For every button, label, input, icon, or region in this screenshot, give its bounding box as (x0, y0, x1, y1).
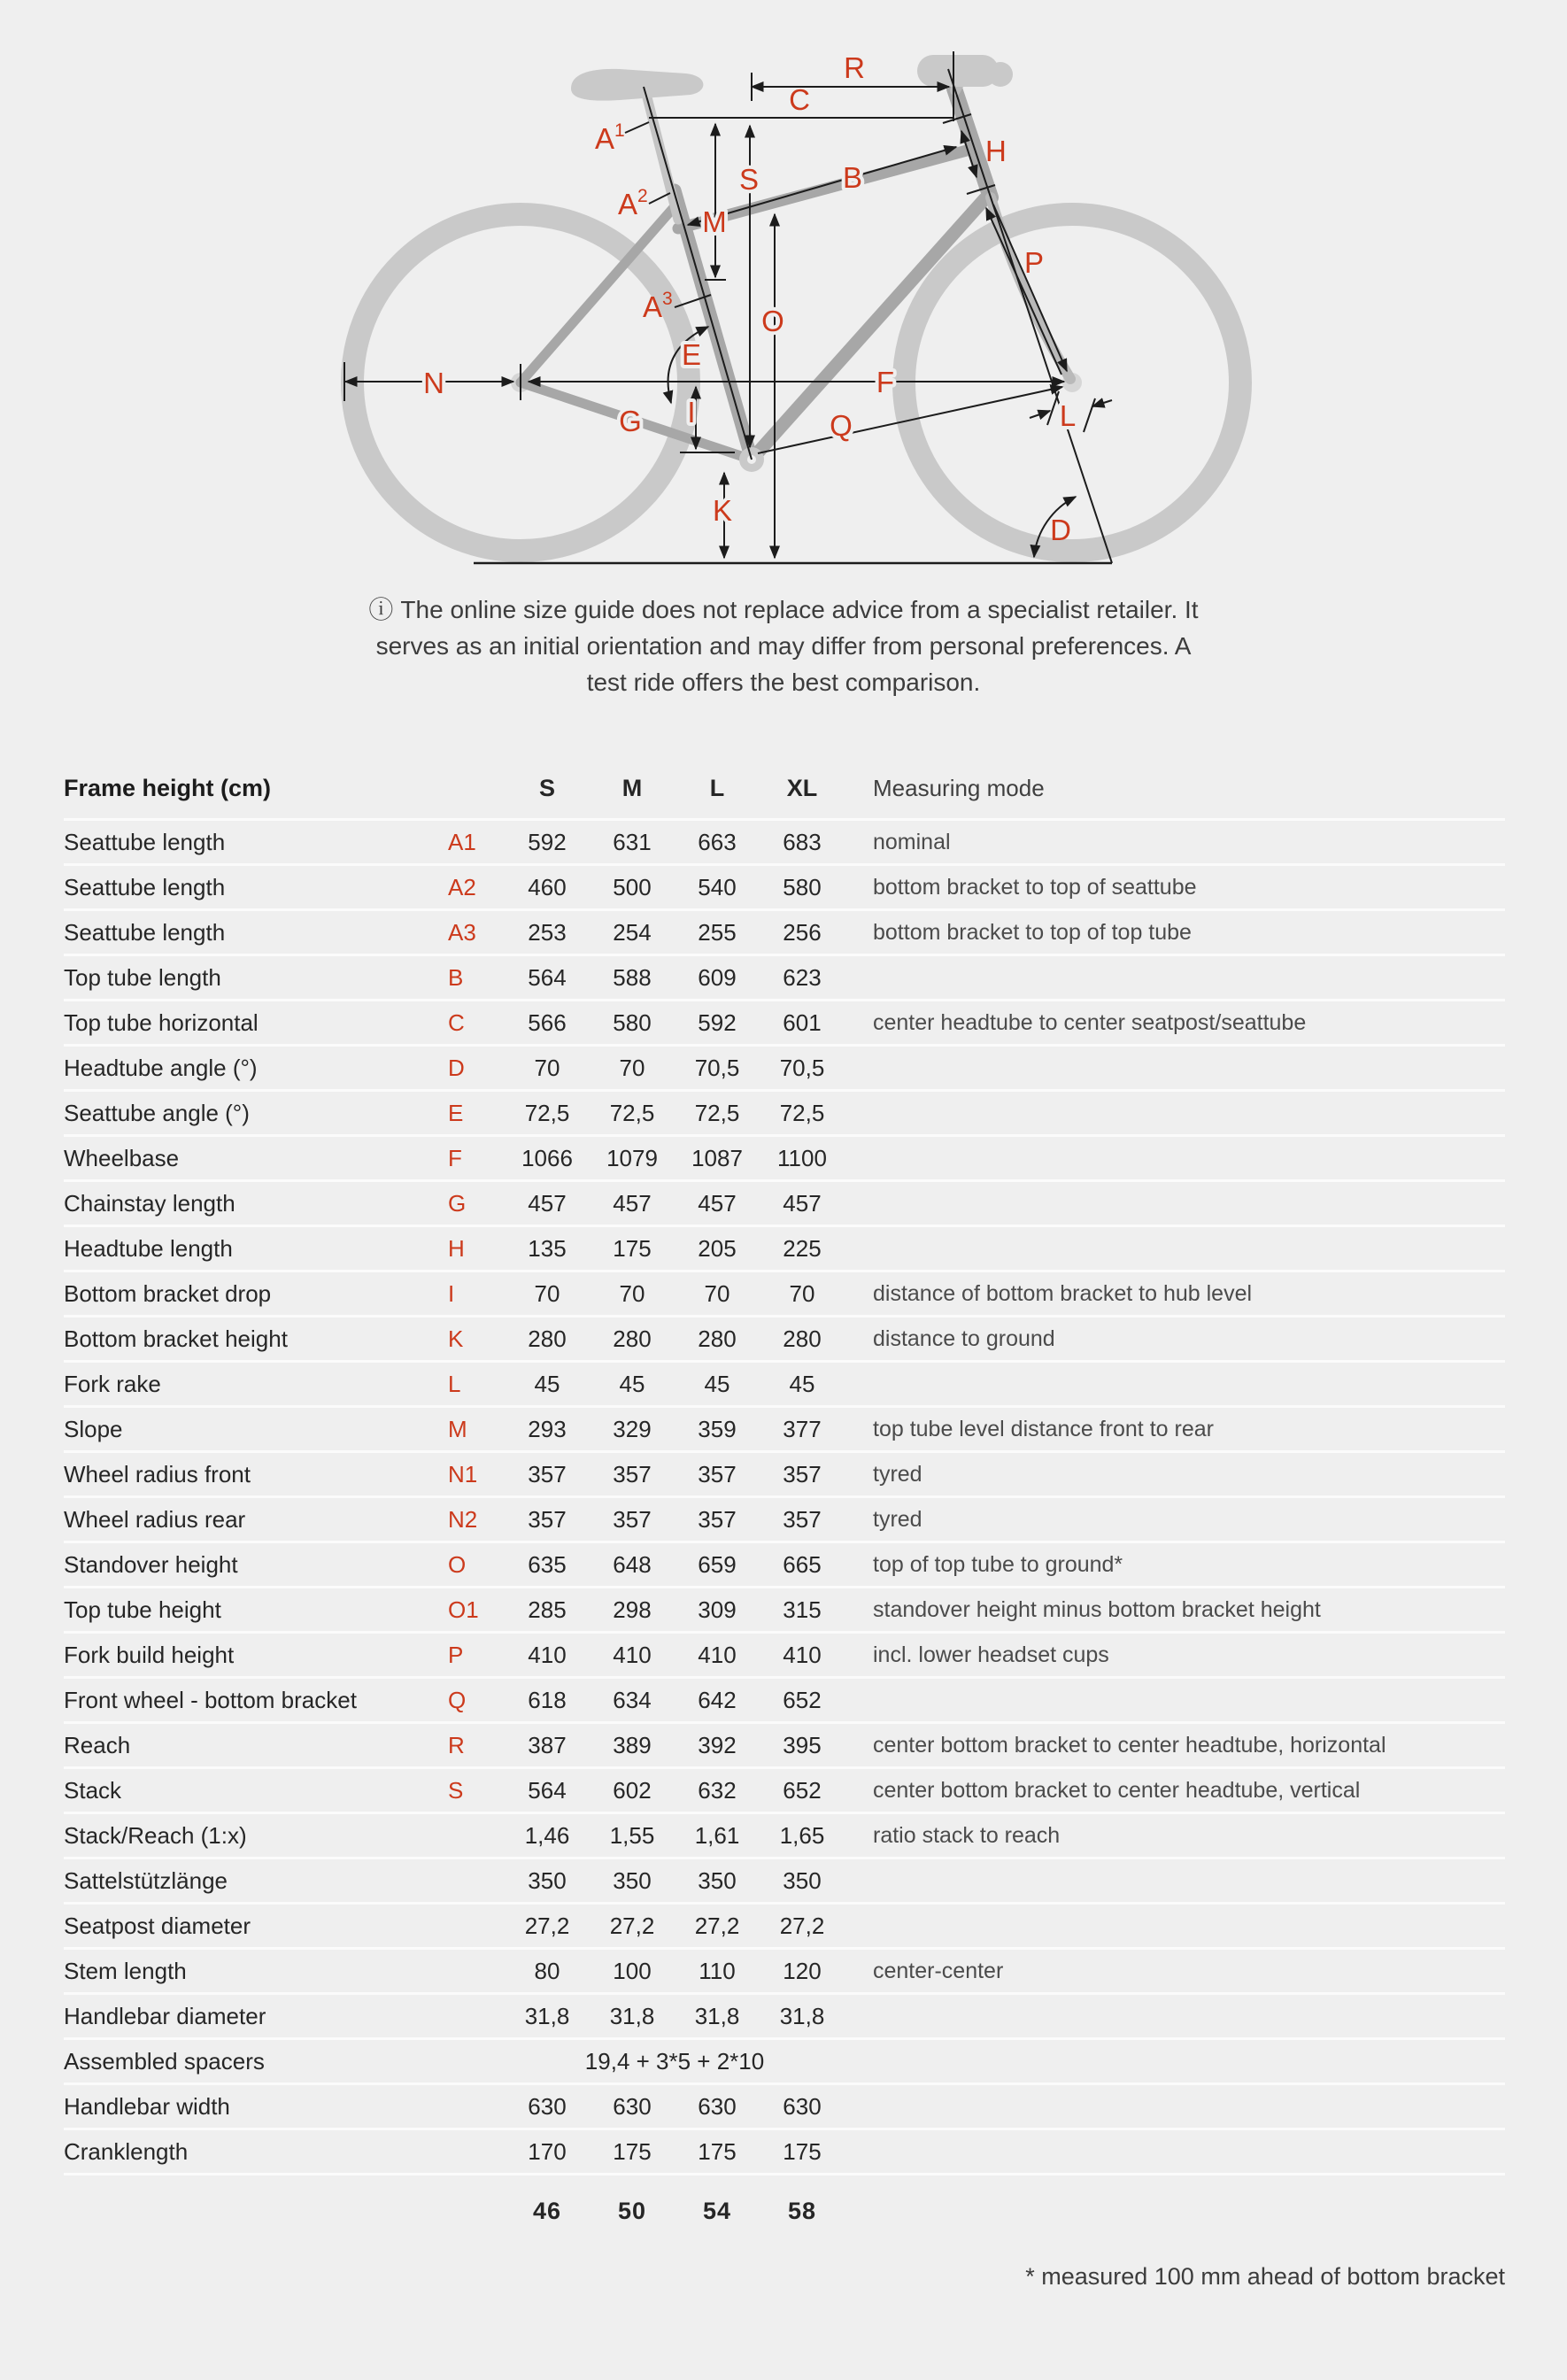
row-value: 618 (528, 1686, 567, 1713)
row-label: Chainstay length (64, 1189, 235, 1217)
row-value: 377 (783, 1415, 822, 1442)
row-label: Fork rake (64, 1370, 161, 1397)
row-value: 460 (528, 873, 567, 900)
row-mode: ratio stack to reach (873, 1822, 1061, 1848)
frame-size-m: 50 (617, 2197, 647, 2224)
note-line (0, 591, 1567, 628)
table-title: Frame height (cm) (64, 774, 272, 801)
row-mode: top tube level distance front to rear (873, 1416, 1214, 1441)
row-value: 592 (698, 1008, 737, 1036)
row-value: 70 (619, 1054, 645, 1081)
frame-size-row (64, 2175, 1505, 2239)
column-header-xl: XL (786, 774, 818, 801)
diagram-label-p: P (1023, 246, 1045, 279)
row-label: Slope (64, 1415, 123, 1442)
row-label: Wheelbase (64, 1144, 180, 1171)
row-value: 601 (783, 1008, 822, 1036)
row-value: 254 (613, 918, 652, 946)
table-row (64, 1227, 1505, 1272)
row-value: 630 (613, 2092, 652, 2120)
row-value: 72,5 (694, 1099, 740, 1126)
diagram-label-n: N (423, 367, 444, 399)
row-value: 175 (613, 1234, 652, 1262)
row-code: D (448, 1054, 465, 1081)
row-value: 70 (534, 1279, 560, 1307)
column-header-s: S (538, 774, 555, 801)
diagram-label-o: O (761, 305, 784, 337)
row-value: 634 (613, 1686, 652, 1713)
measurement-lines (344, 51, 1112, 563)
row-value: 630 (528, 2092, 567, 2120)
row-code: N1 (448, 1460, 478, 1488)
row-value: 70 (534, 1054, 560, 1081)
row-value: 350 (528, 1866, 567, 1894)
row-code: F (448, 1144, 462, 1171)
table-row (64, 1318, 1505, 1363)
row-value: 31,8 (609, 2002, 655, 2029)
diagram-label-b: B (842, 161, 863, 194)
row-code: M (448, 1415, 467, 1442)
row-value: 592 (528, 828, 567, 855)
table-row (64, 1498, 1505, 1543)
row-value: 285 (528, 1596, 567, 1623)
row-value: 120 (783, 1957, 822, 1984)
frame-size-xl: 58 (787, 2197, 817, 2224)
table-row (64, 1272, 1505, 1318)
diagram-label-q: Q (830, 409, 853, 442)
table-row (64, 1950, 1505, 1995)
row-label: Headtube length (64, 1234, 233, 1262)
row-label: Cranklength (64, 2137, 189, 2165)
row-label: Handlebar diameter (64, 2002, 266, 2029)
row-value: 280 (698, 1325, 737, 1352)
row-label: Assembled spacers (64, 2047, 265, 2075)
row-value: 631 (613, 828, 652, 855)
row-value: 253 (528, 918, 567, 946)
row-value: 70,5 (694, 1054, 740, 1081)
diagram-label-d: D (1050, 514, 1071, 546)
row-label: Seattube length (64, 828, 226, 855)
row-mode: nominal (873, 829, 951, 854)
diagram-label-c: C (789, 83, 810, 116)
note-line: serves as an initial orientation and may differ from personal preferences. A (375, 632, 1192, 660)
row-value: 175 (698, 2137, 737, 2165)
table-row (64, 1859, 1505, 1905)
row-mode: standover height minus bottom bracket height (873, 1596, 1321, 1622)
row-value: 309 (698, 1596, 737, 1623)
row-code: A3 (448, 918, 476, 946)
row-label: Bottom bracket height (64, 1325, 288, 1352)
row-value: 630 (783, 2092, 822, 2120)
row-label: Standover height (64, 1550, 238, 1578)
table-row (64, 1047, 1505, 1092)
table-row (64, 1814, 1505, 1859)
row-value: 580 (613, 1008, 652, 1036)
row-value: 410 (698, 1641, 737, 1668)
geometry-table (64, 758, 1505, 2239)
row-value: 357 (783, 1460, 822, 1488)
row-value: 630 (698, 2092, 737, 2120)
row-value: 357 (613, 1505, 652, 1533)
row-value: 255 (698, 918, 737, 946)
row-label: Stack/Reach (1:x) (64, 1821, 247, 1849)
row-code: R (448, 1731, 465, 1758)
row-mode: center bottom bracket to center headtube, horizontal (873, 1732, 1386, 1758)
table-row (64, 1769, 1505, 1814)
row-value: 72,5 (779, 1099, 825, 1126)
diagram-label-i: I (687, 396, 696, 429)
row-mode: center bottom bracket to center headtube, vertical (873, 1777, 1361, 1803)
row-value: 175 (783, 2137, 822, 2165)
note-line: test ride offers the best comparison. (586, 668, 981, 696)
table-row (64, 1408, 1505, 1453)
table-row (64, 1588, 1505, 1634)
row-code: P (448, 1641, 464, 1668)
row-value: 357 (528, 1505, 567, 1533)
row-label: Seattube length (64, 873, 226, 900)
row-value: 100 (613, 1957, 652, 1984)
row-code: N2 (448, 1505, 478, 1533)
row-mode: tyred (873, 1461, 922, 1487)
row-value: 315 (783, 1596, 822, 1623)
row-value: 70 (789, 1279, 815, 1307)
row-value: 623 (783, 963, 822, 991)
footnote: * measured 100 mm ahead of bottom bracket (1025, 2263, 1505, 2290)
row-code: K (448, 1325, 464, 1352)
info-icon: ⓘ (368, 596, 394, 623)
row-value: 45 (704, 1370, 730, 1397)
row-value: 1,55 (609, 1821, 655, 1849)
row-value: 652 (783, 1776, 822, 1804)
row-code: A2 (448, 873, 476, 900)
row-value: 389 (613, 1731, 652, 1758)
table-row (64, 2040, 1505, 2085)
table-row (64, 1453, 1505, 1498)
table-row (64, 1634, 1505, 1679)
row-value: 566 (528, 1008, 567, 1036)
row-code: Q (448, 1686, 467, 1713)
row-value: 70 (704, 1279, 730, 1307)
row-mode: top of top tube to ground* (873, 1551, 1123, 1577)
row-label: Top tube length (64, 963, 221, 991)
row-value: 27,2 (524, 1912, 570, 1939)
row-value: 632 (698, 1776, 737, 1804)
row-label: Top tube height (64, 1596, 221, 1623)
row-label: Stack (64, 1776, 122, 1804)
table-row (64, 1543, 1505, 1588)
bike-geometry-diagram (0, 0, 1567, 584)
row-label: Seattube angle (°) (64, 1099, 250, 1126)
row-value: 72,5 (524, 1099, 570, 1126)
row-code: G (448, 1189, 467, 1217)
row-value: 110 (699, 1957, 736, 1984)
row-value: 45 (534, 1370, 560, 1397)
table-row (64, 956, 1505, 1001)
table-header-row (64, 758, 1505, 821)
row-value: 564 (528, 1776, 567, 1804)
table-row (64, 1182, 1505, 1227)
row-value: 72,5 (609, 1099, 655, 1126)
table-row (64, 911, 1505, 956)
row-code: O (448, 1550, 467, 1578)
diagram-label-a1: $A^1$ (595, 120, 625, 155)
column-header-l: L (709, 774, 725, 801)
row-value: 70 (619, 1279, 645, 1307)
row-mode: distance of bottom bracket to hub level (873, 1280, 1253, 1306)
row-label: Reach (64, 1731, 131, 1758)
row-code: S (448, 1776, 464, 1804)
row-label: Seatpost diameter (64, 1912, 251, 1939)
diagram-label-m: M (702, 205, 727, 238)
row-label: Seattube length (64, 918, 226, 946)
row-value: 635 (528, 1550, 567, 1578)
frame-size-s: 46 (532, 2197, 562, 2224)
row-label: Sattelstützlänge (64, 1866, 228, 1894)
row-value: 663 (698, 828, 737, 855)
row-value: 170 (528, 2137, 567, 2165)
diagram-label-r: R (844, 51, 865, 84)
row-value: 45 (619, 1370, 645, 1397)
row-value: 395 (783, 1731, 822, 1758)
row-value: 45 (789, 1370, 815, 1397)
row-value: 280 (528, 1325, 567, 1352)
row-code: I (448, 1279, 455, 1307)
table-row (64, 1724, 1505, 1769)
column-header-measuring-mode: Measuring mode (873, 774, 1045, 801)
row-value: 256 (783, 918, 822, 946)
row-code: C (448, 1008, 465, 1036)
row-value: 357 (698, 1460, 737, 1488)
table-row (64, 2085, 1505, 2130)
size-guide-note (0, 591, 1567, 700)
frame-size-l: 54 (702, 2197, 732, 2224)
row-value: 540 (698, 873, 737, 900)
row-value: 500 (613, 873, 652, 900)
row-label: Wheel radius front (64, 1460, 251, 1488)
table-row (64, 1905, 1505, 1950)
row-value: 457 (528, 1189, 567, 1217)
row-mode: bottom bracket to top of seattube (873, 874, 1197, 900)
table-row (64, 1137, 1505, 1182)
row-label: Top tube horizontal (64, 1008, 259, 1036)
diagram-label-e: E (681, 338, 702, 371)
table-row (64, 821, 1505, 866)
row-value: 1066 (521, 1144, 573, 1171)
row-value: 392 (698, 1731, 737, 1758)
row-label: Headtube angle (°) (64, 1054, 258, 1081)
row-value: 410 (783, 1641, 822, 1668)
row-value: 359 (698, 1415, 737, 1442)
row-value: 665 (783, 1550, 822, 1578)
row-value: 1,61 (694, 1821, 740, 1849)
row-value: 350 (698, 1866, 737, 1894)
row-label: Stem length (64, 1957, 187, 1984)
row-code: H (448, 1234, 465, 1262)
row-code: A1 (448, 828, 476, 855)
row-mode: center headtube to center seatpost/seattube (873, 1009, 1307, 1035)
row-value: 280 (783, 1325, 822, 1352)
row-label: Wheel radius rear (64, 1505, 246, 1533)
row-value: 31,8 (779, 2002, 825, 2029)
row-value: 293 (528, 1415, 567, 1442)
diagram-label-h: H (985, 135, 1007, 167)
row-value: 357 (783, 1505, 822, 1533)
row-value: 457 (783, 1189, 822, 1217)
column-header-m: M (621, 774, 643, 801)
diagram-label-a3: $A^3$ (643, 289, 673, 323)
row-label: Handlebar width (64, 2092, 230, 2120)
row-value: 410 (613, 1641, 652, 1668)
note-text: The online size guide does not replace advice from a specialist retailer. It (400, 596, 1199, 623)
row-value: 357 (528, 1460, 567, 1488)
row-code: E (448, 1099, 464, 1126)
row-value: 1100 (777, 1144, 827, 1171)
table-row (64, 1092, 1505, 1137)
row-value: 457 (698, 1189, 737, 1217)
diagram-label-f: F (876, 366, 895, 398)
table-row (64, 1995, 1505, 2040)
row-mode: center-center (873, 1958, 1004, 1983)
row-value: 648 (613, 1550, 652, 1578)
row-value: 410 (528, 1641, 567, 1668)
row-value: 27,2 (779, 1912, 825, 1939)
row-value: 31,8 (694, 2002, 740, 2029)
row-value: 1,46 (524, 1821, 570, 1849)
row-value: 225 (783, 1234, 822, 1262)
row-value: 1,65 (779, 1821, 825, 1849)
diagram-label-l: L (1059, 399, 1077, 432)
row-value: 27,2 (694, 1912, 740, 1939)
row-code: O1 (448, 1596, 479, 1623)
row-value: 350 (613, 1866, 652, 1894)
diagram-label-k: K (712, 494, 733, 527)
row-span-value: 19,4 + 3*5 + 2*10 (584, 2047, 765, 2075)
diagram-label-a2: $A^2$ (618, 186, 648, 220)
row-value: 642 (698, 1686, 737, 1713)
row-code: L (448, 1370, 461, 1397)
row-value: 588 (613, 963, 652, 991)
row-value: 350 (783, 1866, 822, 1894)
row-value: 135 (528, 1234, 567, 1262)
row-code: B (448, 963, 464, 991)
row-value: 564 (528, 963, 567, 991)
row-value: 27,2 (609, 1912, 655, 1939)
row-value: 329 (613, 1415, 652, 1442)
row-value: 659 (698, 1550, 737, 1578)
row-mode: tyred (873, 1506, 922, 1532)
row-value: 609 (698, 963, 737, 991)
row-mode: incl. lower headset cups (873, 1642, 1109, 1667)
row-value: 580 (783, 873, 822, 900)
table-rows (64, 821, 1505, 2175)
row-value: 652 (783, 1686, 822, 1713)
row-value: 457 (613, 1189, 652, 1217)
row-value: 683 (783, 828, 822, 855)
diagram-label-s: S (738, 163, 760, 196)
table-row (64, 2130, 1505, 2175)
row-value: 1079 (606, 1144, 658, 1171)
row-value: 175 (613, 2137, 652, 2165)
row-mode: distance to ground (873, 1325, 1055, 1351)
row-value: 298 (613, 1596, 652, 1623)
table-row (64, 866, 1505, 911)
row-label: Front wheel - bottom bracket (64, 1686, 357, 1713)
row-value: 357 (698, 1505, 737, 1533)
table-row (64, 1679, 1505, 1724)
diagram-label-g: G (619, 405, 642, 437)
row-value: 357 (613, 1460, 652, 1488)
row-value: 31,8 (524, 2002, 570, 2029)
row-value: 280 (613, 1325, 652, 1352)
row-value: 80 (534, 1957, 560, 1984)
row-value: 602 (613, 1776, 652, 1804)
table-row (64, 1363, 1505, 1408)
row-value: 387 (528, 1731, 567, 1758)
row-value: 1087 (691, 1144, 743, 1171)
row-value: 70,5 (779, 1054, 825, 1081)
row-mode: bottom bracket to top of top tube (873, 919, 1192, 945)
table-row (64, 1001, 1505, 1047)
row-value: 205 (698, 1234, 737, 1262)
row-label: Fork build height (64, 1641, 235, 1668)
row-label: Bottom bracket drop (64, 1279, 272, 1307)
